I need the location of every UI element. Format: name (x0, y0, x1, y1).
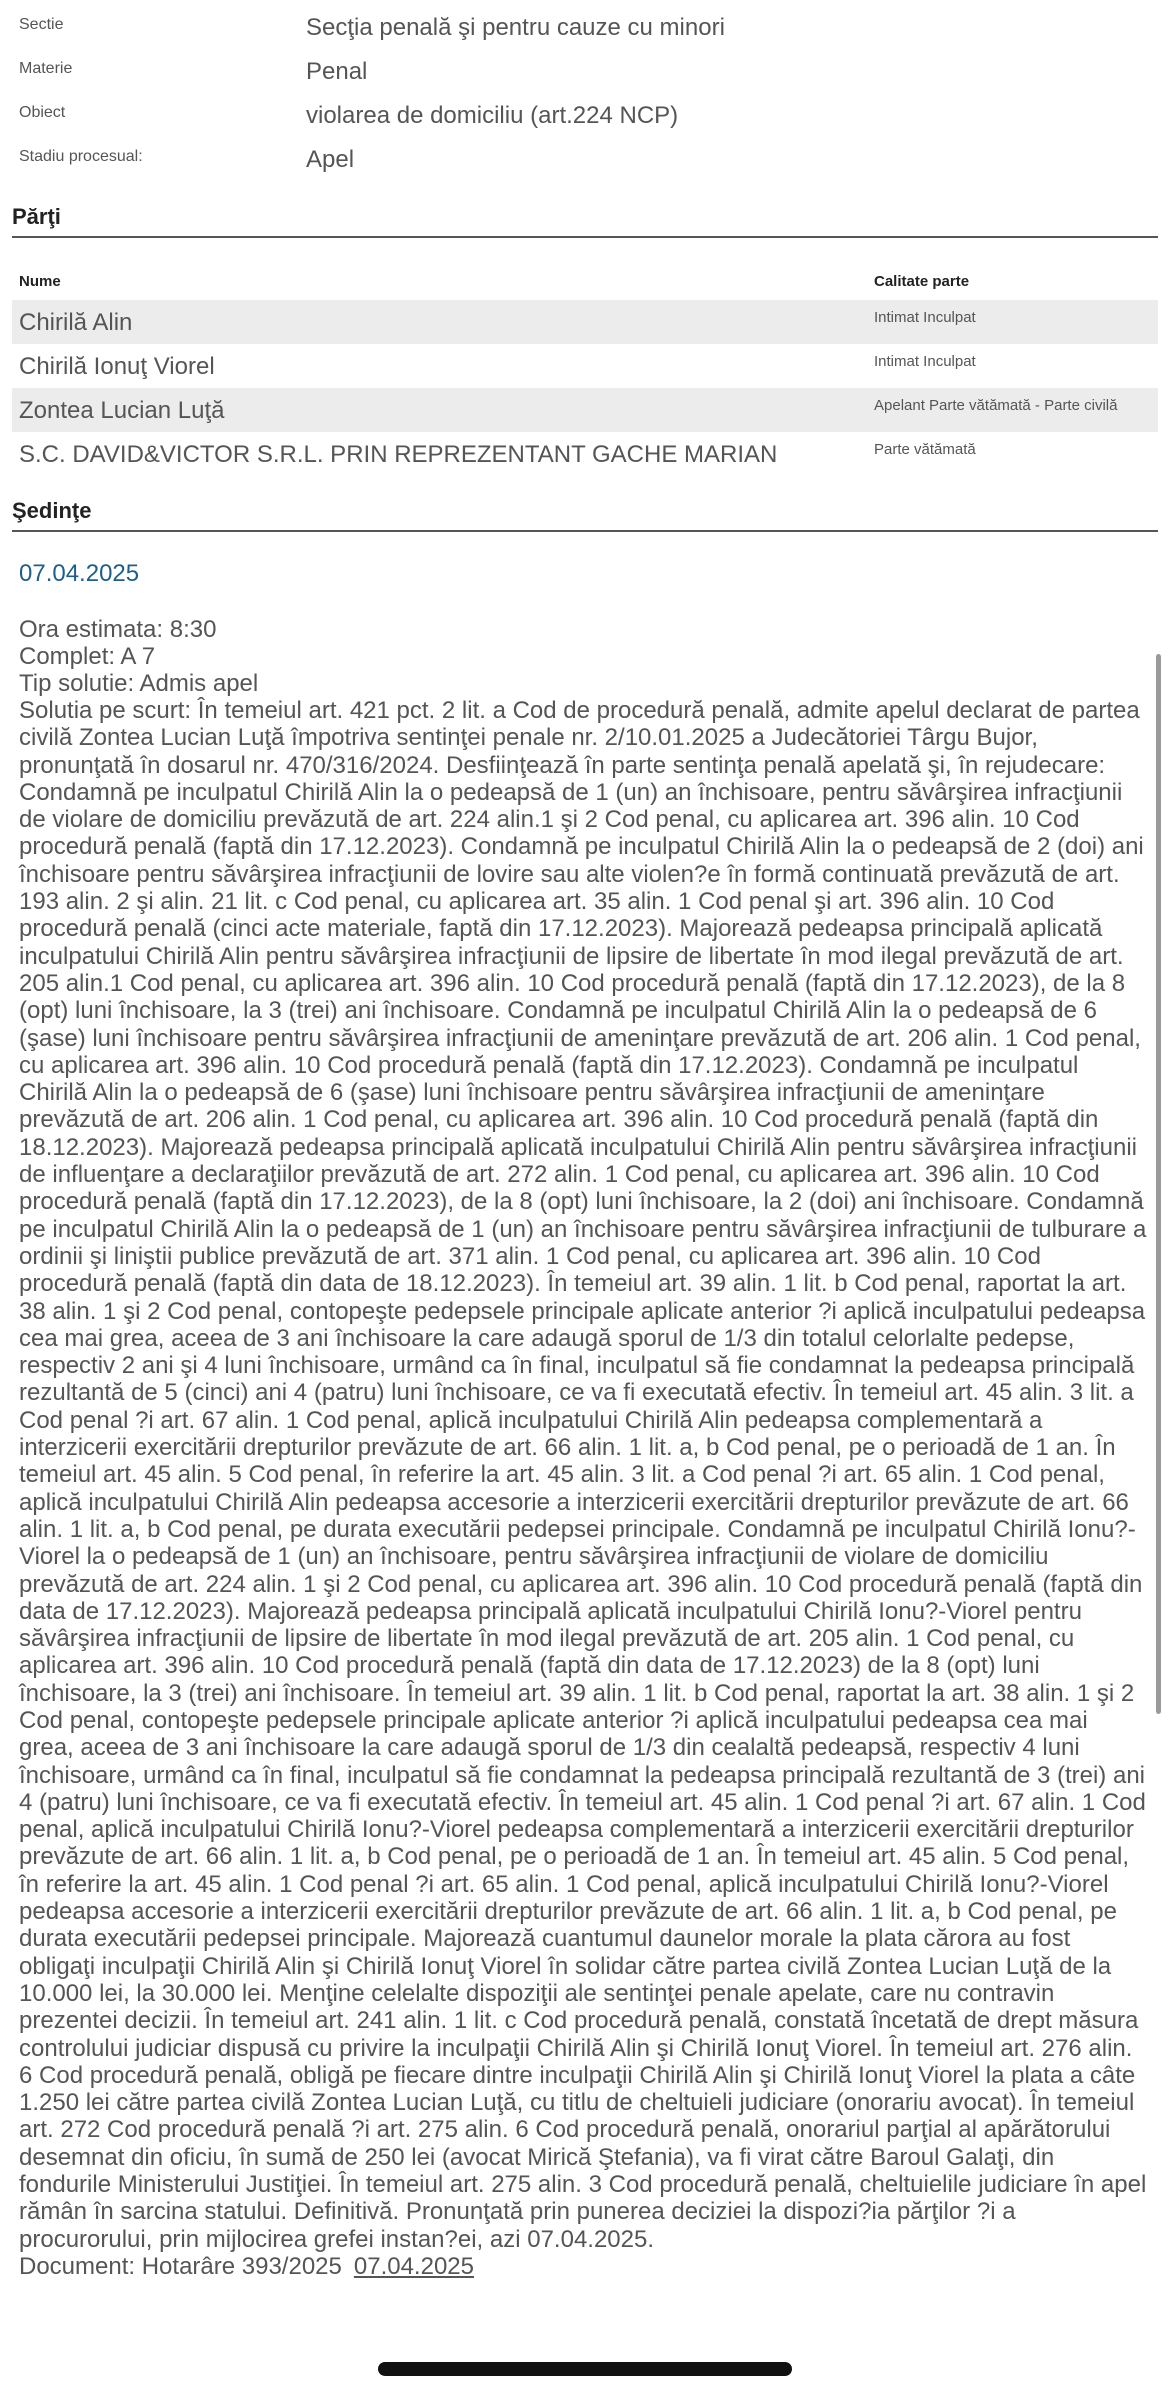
info-key: Materie (19, 60, 73, 77)
party-name: S.C. DAVID&VICTOR S.R.L. PRIN REPREZENTANT GACHE MARIAN (19, 441, 778, 468)
sedinte-section-title: Şedinţe (12, 498, 1158, 532)
party-role: Intimat Inculpat (874, 309, 976, 326)
info-key: Obiect (19, 104, 66, 121)
hearing-time: Ora estimata: 8:30 (19, 616, 217, 643)
column-header-role: Calitate parte (874, 273, 970, 290)
hearing-date-link[interactable]: 07.04.2025 (19, 560, 140, 587)
info-key: Stadiu procesual: (19, 148, 143, 165)
info-value: Penal (306, 58, 368, 85)
parti-section-title: Părţi (12, 204, 1158, 238)
info-value: violarea de domiciliu (art.224 NCP) (306, 102, 679, 129)
document-label: Document: Hotarâre 393/2025 (19, 2252, 342, 2280)
document-date: 07.04.2025 (353, 2252, 474, 2280)
party-row (12, 388, 1158, 432)
hearing-solution-summary: Solutia pe scurt: În temeiul art. 421 pct. 2 lit. a Cod de procedură penală, admite apelul declarat de partea civilă Zontea Lucian Luţă împotriva sentinţei penale nr. 2/10.01.2025 a Judecătoriei Târgu Bujor, pronunţată în dosarul nr. 470/316/2024. Desfiinţează în parte sentinţa penală apelată şi, în rejudecare: Condamnă pe inculpatul Chirilă Alin la o pedeapsă de 1 (un) an închisoare, pentru săvârşirea infracţiunii de violare de domiciliu prevăzută de art. 224 alin.1 şi 2 Cod penal, cu aplicarea art. 396 alin. 10 Cod procedură penală (faptă din 17.12.2023). Condamnă pe inculpatul Chirilă Alin la o pedeapsă de 2 (doi) ani închisoare pentru săvârşirea infracţiunii de lovire sau alte violen?e în formă continuată prevăzută de art. 193 alin. 2 şi alin. 21 lit. c Cod penal, cu aplicarea art. 35 alin. 1 Cod penal şi art. 396 alin. 10 Cod procedură penală (cinci acte materiale, faptă din 17.12.2023). Majorează pedeapsa principală aplicată inculpatului Chirilă Alin pentru săvârşirea infracţiunii de lipsire de libertate în mod ilegal prevăzută de art. 205 alin.1 Cod penal, cu aplicarea art. 396 alin. 10 Cod procedură penală (faptă din 17.12.2023), de la 8 (opt) luni închisoare, la 3 (trei) ani închisoare. Condamnă pe inculpatul Chirilă Alin la o pedeapsă de 6 (şase) luni închisoare pentru săvârşirea infracţiunii de ameninţare prevăzută de art. 206 alin. 1 Cod penal, cu aplicarea art. 396 alin. 10 Cod procedură penală (faptă din 17.12.2023). Condamnă pe inculpatul Chirilă Alin la o pedeapsă de 6 (şase) luni închisoare pentru săvârşirea infracţiunii de ameninţare prevăzută de art. 206 alin. 1 Cod penal, cu aplicarea art. 396 alin. 10 Cod procedură penală (faptă din 18.12.2023). Majorează pedeapsa principală aplicată inculpatului Chirilă Alin pentru săvârşirea infracţiunii de influenţare a declaraţiilor prevăzută de art. 272 alin. 1 Cod penal, cu aplicarea art. 396 alin. 10 Cod procedură penală (faptă din 17.12.2023), de la 8 (opt) luni închisoare, la 2 (doi) ani închisoare. Condamnă pe inculpatul Chirilă Alin la o pedeapsă de 1 (un) an închisoare pentru săvârşirea infracţiunii de tulburare a ordinii şi liniştii publice prevăzută de art. 371 alin. 1 Cod penal, cu aplicarea art. 396 alin. 10 Cod procedură penală (faptă din data de 18.12.2023). În temeiul art. 39 alin. 1 lit. b Cod penal, raportat la art. 38 alin. 1 şi 2 Cod penal, contopeşte pedepsele principale aplicate anterior ?i aplică inculpatului pedeapsa cea mai grea, aceea de 3 ani închisoare la care adaugă sporul de 1/3 din totalul celorlalte pedepse, respectiv 2 ani şi 4 luni închisoare, urmând ca în final, inculpatul să fie condamnat la pedeapsa principală rezultantă de 5 (cinci) ani 4 (patru) luni închisoare, ce va fi executată efectiv. În temeiul art. 45 alin. 3 lit. a Cod penal ?i art. 67 alin. 1 Cod penal, aplică inculpatului Chirilă Alin pedeapsa complementară a interzicerii exercitării drepturilor prevăzute de art. 66 alin. 1 lit. a, b Cod penal, pe o perioadă de 1 an. În temeiul art. 45 alin. 5 Cod penal, în referire la art. 45 alin. 3 lit. a Cod penal ?i art. 65 alin. 1 Cod penal, aplică inculpatului Chirilă Alin pedeapsa accesorie a interzicerii exercitării drepturilor prevăzute de art. 66 alin. 1 lit. a, b Cod penal, pe durata executării pedepsei principale. Condamnă pe inculpatul Chirilă Ionu?-Viorel la o pedeapsă de 1 (un) an închisoare, pentru săvârşirea infracţiunii de violare de domiciliu prevăzută de art. 224 alin. 1 şi 2 Cod penal, cu aplicarea art. 396 alin. 10 Cod procedură penală (faptă din data de 17.12.2023). Majorează pedeapsa principală aplicată inculpatului Chirilă Ionu?-Viorel pentru săvârşirea infracţiunii de lipsire de libertate în mod ilegal prevăzută de art. 205 alin. 1 Cod penal, cu aplicarea art. 396 alin. 10 Cod procedură penală (faptă din data de 17.12.2023) de la 8 (opt) luni închisoare, la 3 (trei) ani închisoare. În temeiul art. 39 alin. 1 lit. b Cod penal, raportat la art. 38 alin. 1 şi 2 Cod penal, contopeşte pedepsele principale aplicate anterior ?i aplică inculpatului pedeapsa cea mai grea, aceea de 3 ani închisoare la care adaugă sporul de 1/3 din cealaltă pedeapsă, respectiv 4 luni închisoare, urmând ca în final, inculpatul să fie condamnat la pedeapsa principală rezultantă de 3 (trei) ani 4 (patru) luni închisoare, ce va fi executată efectiv. În temeiul art. 45 alin. 1 Cod penal ?i art. 67 alin. 1 Cod penal, aplică inculpatului Chirilă Ionu?-Viorel pedeapsa complementară a interzicerii exercitării drepturilor prevăzute de art. 66 alin. 1 lit. a, b Cod penal, pe o perioadă de 1 an. În temeiul art. 45 alin. 5 Cod penal, în referire la art. 45 alin. 1 Cod penal ?i art. 65 alin. 1 Cod penal, aplică inculpatului Chirilă Ionu?-Viorel pedeapsa accesorie a interzicerii exercitării drepturilor prevăzute de art. 66 alin. 1 lit. a, b Cod penal, pe durata executării pedepsei principale. Majorează cuantumul daunelor morale la plata cărora au fost obligaţi inculpaţii Chirilă Alin şi Chirilă Ionuţ Viorel în solidar către partea civilă Zontea Lucian Luţă de la 10.000 lei, la 30.000 lei. Menţine celelalte dispoziţii ale sentinţei penale apelate, care nu contravin prezentei decizii. În temeiul art. 241 alin. 1 lit. c Cod procedură penală, constată încetată de drept măsura controlului judiciar dispusă cu privire la inculpaţii Chirilă Alin şi Chirilă Ionuţ Viorel. În temeiul art. 276 alin. 6 Cod procedură penală, obligă pe fiecare dintre inculpaţii Chirilă Alin şi Chirilă Ionuţ Viorel la plata a câte 1.250 lei către partea civilă Zontea Lucian Luţă, cu titlu de cheltuieli judiciare (onorariu avocat). În temeiul art. 272 Cod procedură penală ?i art. 275 alin. 6 Cod procedură penală, onorariul parţial al apărătorului desemnat din oficiu, în sumă de 250 lei (avocat Mirică Ştefania), va fi virat către Baroul Galaţi, din fondurile Ministerului Justiţiei. În temeiul art. 275 alin. 3 Cod procedură penală, cheltuielile judiciare în apel rămân în sarcina statului. Definitivă. Pronunţată prin punerea deciziei la dispozi?ia părţilor ?i a procurorului, prin mijlocirea grefei instan?ei, azi 07.04.2025. (19, 697, 1147, 2253)
party-row (12, 432, 1158, 476)
party-name: Chirilă Ionuţ Viorel (19, 353, 215, 380)
column-header-name: Nume (19, 273, 61, 290)
info-key: Sectie (19, 16, 64, 33)
hearing-panel: Complet: A 7 (19, 643, 156, 670)
info-value: Secţia penală şi pentru cauze cu minori (306, 14, 725, 41)
home-indicator[interactable] (378, 2362, 792, 2376)
party-role: Parte vătămată (874, 441, 976, 458)
party-name: Chirilă Alin (19, 309, 133, 336)
party-role: Intimat Inculpat (874, 353, 976, 370)
hearing-entry (19, 560, 1149, 2280)
hearing-solution-type: Tip solutie: Admis apel (19, 670, 259, 697)
party-name: Zontea Lucian Luţă (19, 397, 225, 424)
party-row (12, 300, 1158, 344)
party-role: Apelant Parte vătămată - Parte civilă (874, 397, 1118, 414)
scrollbar[interactable] (1156, 654, 1161, 1714)
info-value: Apel (306, 146, 355, 173)
hearing-document (19, 2253, 1149, 2280)
party-row (12, 344, 1158, 388)
